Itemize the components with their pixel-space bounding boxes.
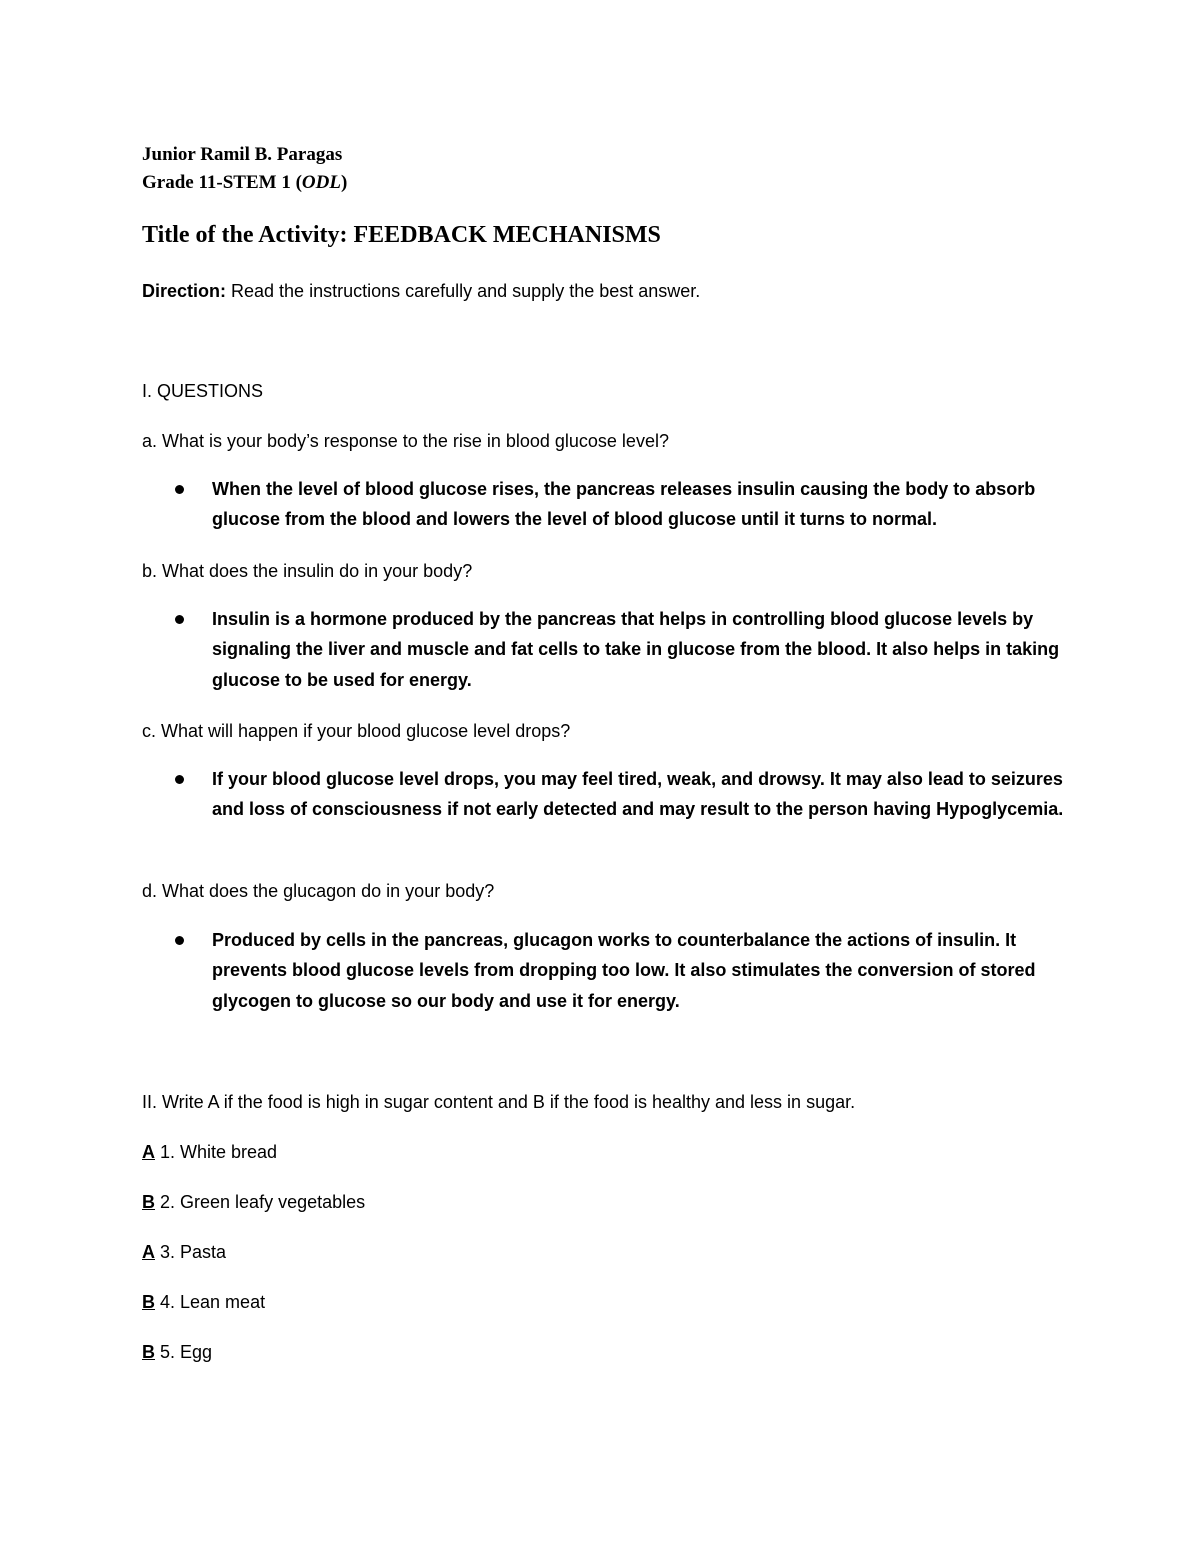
title-prefix: Title of the Activity: <box>142 222 354 248</box>
question-d: d. What does the glucagon do in your body? <box>142 881 495 901</box>
direction-text: Read the instructions carefully and supply the best answer. <box>226 281 701 301</box>
direction-label: Direction: <box>142 281 227 301</box>
food-label: 3. Pasta <box>155 1242 227 1262</box>
grade-suffix: ) <box>340 172 348 193</box>
question-a: a. What is your body’s response to the rise in blood glucose level? <box>142 431 669 451</box>
answer-d: Produced by cells in the pancreas, glucagon works to counterbalance the actions of insulin. It prevents blood glucose levels from dropping too low. It also stimulates the conversion of stored glycogen to glucose so our body and use it for energy. <box>212 930 1036 1011</box>
food-label: 4. Lean meat <box>155 1292 266 1312</box>
student-name: Junior Ramil B. Paragas <box>142 144 343 165</box>
answer-key: B <box>142 1292 155 1312</box>
food-item <box>142 1337 212 1367</box>
section1-heading: I. QUESTIONS <box>142 381 264 401</box>
food-item <box>142 1237 226 1267</box>
answer-c: If your blood glucose level drops, you may feel tired, weak, and drowsy. It may also lead to seizures and loss of consciousness if not early detected and may result to the person having Hypoglycemia. <box>212 769 1064 820</box>
title-text: FEEDBACK MECHANISMS <box>353 222 661 248</box>
answer-b: Insulin is a hormone produced by the pancreas that helps in controlling blood glucose levels by signaling the liver and muscle and fat cells to take in glucose from the blood. It also helps in taking glucose to be used for energy. <box>212 609 1060 690</box>
bullet-icon <box>175 615 184 624</box>
food-label: 1. White bread <box>155 1142 278 1162</box>
food-item <box>142 1187 365 1217</box>
grade-mode: ODL <box>301 172 341 193</box>
direction-line <box>142 276 700 306</box>
activity-title <box>142 222 661 249</box>
grade-prefix: Grade 11-STEM 1 ( <box>142 172 302 193</box>
answer-key: A <box>142 1242 155 1262</box>
answer-key: B <box>142 1342 155 1362</box>
food-label: 5. Egg <box>155 1342 213 1362</box>
answer-key: B <box>142 1192 155 1212</box>
answer-a: When the level of blood glucose rises, the pancreas releases insulin causing the body to absorb glucose from the blood and lowers the level of blood glucose until it turns to normal. <box>212 479 1036 530</box>
food-item <box>142 1287 265 1317</box>
grade-line <box>142 172 347 194</box>
food-item <box>142 1137 277 1167</box>
bullet-icon <box>175 936 184 945</box>
question-c: c. What will happen if your blood glucose level drops? <box>142 721 571 741</box>
bullet-icon <box>175 485 184 494</box>
answer-key: A <box>142 1142 155 1162</box>
question-b: b. What does the insulin do in your body? <box>142 561 473 581</box>
food-label: 2. Green leafy vegetables <box>155 1192 366 1212</box>
section2-heading: II. Write A if the food is high in sugar content and B if the food is healthy and less in sugar. <box>142 1092 856 1112</box>
bullet-icon <box>175 775 184 784</box>
